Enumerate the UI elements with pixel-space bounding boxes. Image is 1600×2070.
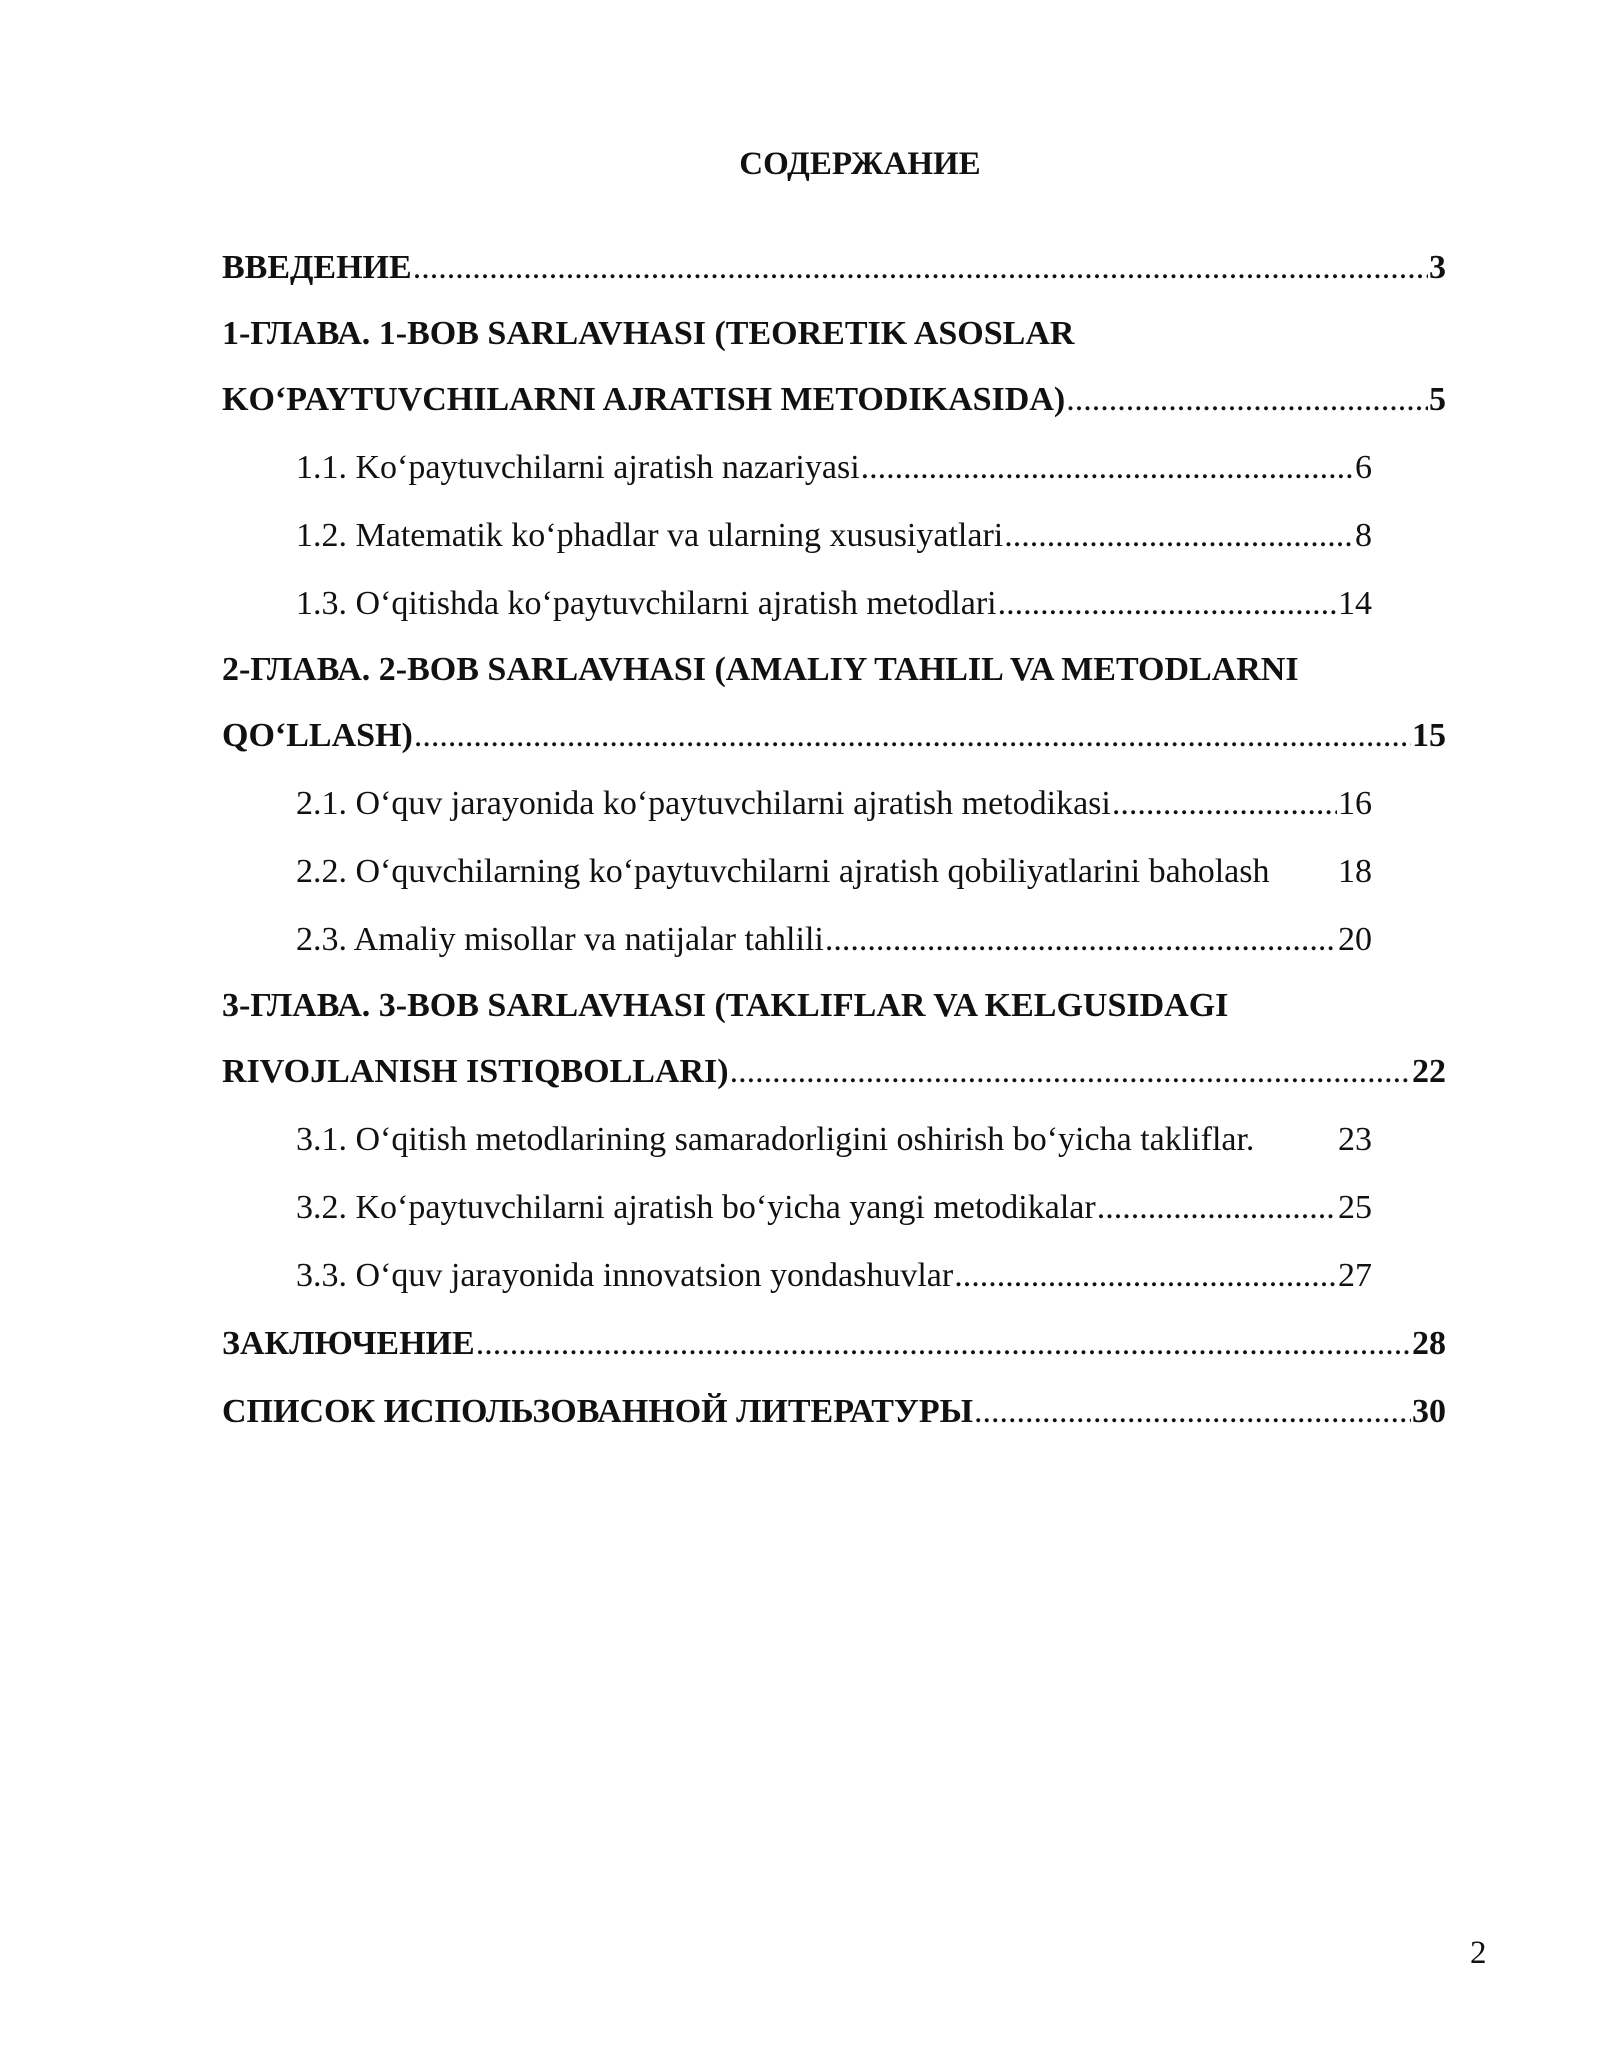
toc-entry-page: 8 bbox=[1355, 517, 1372, 554]
dot-leader bbox=[825, 906, 1337, 974]
toc-entry-section-3-1[interactable] bbox=[222, 1106, 1372, 1174]
toc-entry-label: ЗАКЛЮЧЕНИЕ bbox=[222, 1325, 475, 1362]
toc-entry-page: 22 bbox=[1412, 1053, 1446, 1090]
page-number: 2 bbox=[1470, 1935, 1487, 1971]
toc-entry-chapter-1[interactable] bbox=[222, 302, 1446, 434]
dot-leader bbox=[413, 234, 1428, 302]
dot-leader bbox=[730, 1038, 1411, 1106]
toc-entry-label-line2: RIVOJLANISH ISTIQBOLLARI) bbox=[222, 1053, 729, 1090]
toc-entry-label-line1: 1-ГЛАВА. 1-BOB SARLAVHASI (TEORETIK ASOSLAR bbox=[222, 315, 1075, 352]
toc-entry-section-3-3[interactable] bbox=[222, 1242, 1372, 1310]
toc-entry-label: 1.3. Oʻqitishda koʻpaytuvchilarni ajratish metodlari bbox=[296, 585, 997, 622]
table-of-contents bbox=[222, 234, 1446, 1446]
toc-entry-page: 27 bbox=[1338, 1257, 1372, 1294]
dot-leader bbox=[1097, 1174, 1337, 1242]
toc-entry-label: СПИСОК ИСПОЛЬЗОВАННОЙ ЛИТЕРАТУРЫ bbox=[222, 1393, 973, 1430]
dot-leader bbox=[414, 702, 1411, 770]
toc-entry-section-1-2[interactable] bbox=[222, 502, 1372, 570]
dot-leader bbox=[998, 570, 1337, 638]
toc-entry-page: 6 bbox=[1355, 449, 1372, 486]
toc-entry-label-line2: QOʻLLASH) bbox=[222, 717, 413, 754]
toc-entry-section-1-3[interactable] bbox=[222, 570, 1372, 638]
toc-entry-references[interactable] bbox=[222, 1378, 1446, 1446]
toc-entry-label: 3.2. Koʻpaytuvchilarni ajratish boʻyicha yangi metodikalar bbox=[296, 1189, 1096, 1226]
toc-entry-label: 2.3. Amaliy misollar va natijalar tahlili bbox=[296, 921, 824, 958]
toc-entry-page: 25 bbox=[1338, 1189, 1372, 1226]
toc-entry-label: 2.2. Oʻquvchilarning koʻpaytuvchilarni ajratish qobiliyatlarini baholash bbox=[296, 853, 1270, 890]
dot-leader bbox=[974, 1378, 1411, 1446]
dot-leader bbox=[861, 434, 1354, 502]
toc-entry-introduction[interactable] bbox=[222, 234, 1446, 302]
toc-entry-label: 3.3. Oʻquv jarayonida innovatsion yondashuvlar bbox=[296, 1257, 954, 1294]
toc-entry-label: 1.1. Koʻpaytuvchilarni ajratish nazariyasi bbox=[296, 449, 860, 486]
toc-entry-chapter-2[interactable] bbox=[222, 638, 1446, 770]
toc-entry-page: 3 bbox=[1429, 249, 1446, 286]
toc-entry-label-line1: 3-ГЛАВА. 3-BOB SARLAVHASI (TAKLIFLAR VA KELGUSIDAGI bbox=[222, 987, 1229, 1024]
toc-entry-page: 23 bbox=[1338, 1121, 1372, 1158]
toc-entry-page: 16 bbox=[1338, 785, 1372, 822]
page-title: СОДЕРЖАНИЕ bbox=[739, 146, 981, 182]
dot-leader bbox=[1066, 366, 1428, 434]
toc-entry-label: 2.1. Oʻquv jarayonida koʻpaytuvchilarni ajratish metodikasi bbox=[296, 785, 1111, 822]
toc-entry-section-2-3[interactable] bbox=[222, 906, 1372, 974]
dot-leader bbox=[476, 1310, 1411, 1378]
toc-entry-page: 28 bbox=[1412, 1325, 1446, 1362]
toc-entry-label: ВВЕДЕНИЕ bbox=[222, 249, 412, 286]
toc-entry-section-3-2[interactable] bbox=[222, 1174, 1372, 1242]
toc-entry-label: 1.2. Matematik koʻphadlar va ularning xususiyatlari bbox=[296, 517, 1004, 554]
toc-entry-page: 20 bbox=[1338, 921, 1372, 958]
dot-leader bbox=[1004, 502, 1354, 570]
toc-entry-section-1-1[interactable] bbox=[222, 434, 1372, 502]
dot-leader bbox=[954, 1242, 1337, 1310]
toc-entry-page: 15 bbox=[1412, 717, 1446, 754]
toc-entry-page: 5 bbox=[1429, 381, 1446, 418]
toc-entry-label-line1: 2-ГЛАВА. 2-BOB SARLAVHASI (AMALIY TAHLIL VA METODLARNI bbox=[222, 651, 1299, 688]
toc-entry-page: 14 bbox=[1338, 585, 1372, 622]
toc-entry-page: 30 bbox=[1412, 1393, 1446, 1430]
toc-entry-label-line2: KOʻPAYTUVCHILARNI AJRATISH METODIKASIDA) bbox=[222, 381, 1066, 418]
toc-entry-conclusion[interactable] bbox=[222, 1310, 1446, 1378]
toc-entry-chapter-3[interactable] bbox=[222, 974, 1446, 1106]
toc-entry-section-2-2[interactable] bbox=[222, 838, 1372, 906]
toc-entry-section-2-1[interactable] bbox=[222, 770, 1372, 838]
dot-leader bbox=[1112, 770, 1337, 838]
toc-entry-page: 18 bbox=[1338, 853, 1372, 890]
toc-entry-label: 3.1. Oʻqitish metodlarining samaradorligini oshirish boʻyicha takliflar. bbox=[296, 1121, 1255, 1158]
